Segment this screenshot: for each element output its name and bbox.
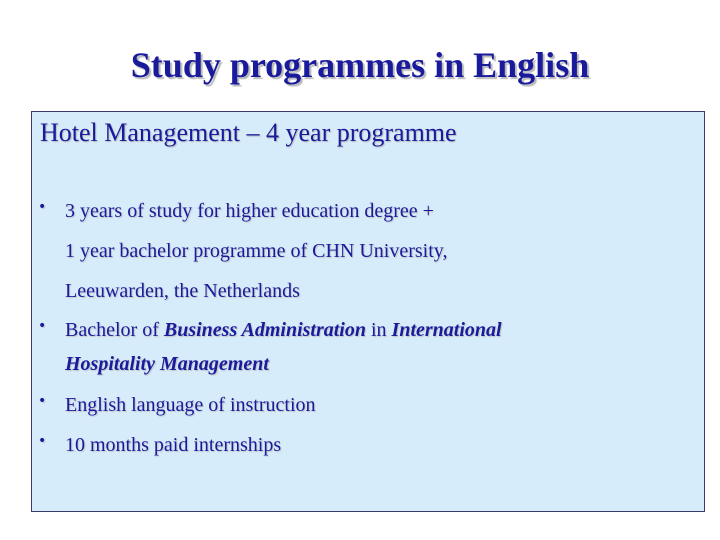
bullet-degree-line-3: Leeuwarden, the Netherlands [65, 280, 300, 302]
hospitality-management-text: Hospitality Management [65, 353, 269, 375]
bullet-dot: • [38, 393, 47, 409]
bullet-dot: • [38, 318, 47, 334]
international-text: International [391, 319, 502, 341]
bullet-bachelor-line-2 [65, 353, 269, 376]
bullet-dot: • [38, 199, 47, 215]
bachelor-prefix: Bachelor of [65, 319, 164, 341]
slide-title: Study programmes in English [130, 45, 590, 85]
bullet-dot: • [38, 433, 47, 449]
business-administration-text: Business Administration [163, 319, 366, 341]
programme-heading: Hotel Management – 4 year programme [40, 118, 457, 147]
bullet-degree-line-2: 1 year bachelor programme of CHN University, [65, 240, 448, 262]
content-panel [31, 111, 705, 512]
bullet-language-text: English language of instruction [65, 394, 316, 416]
bullet-degree-line-1: 3 years of study for higher education degree + [65, 200, 434, 222]
bullet-bachelor-line-1 [65, 319, 502, 342]
bachelor-mid: in [365, 319, 392, 341]
bullet-internships-text: 10 months paid internships [65, 434, 282, 456]
